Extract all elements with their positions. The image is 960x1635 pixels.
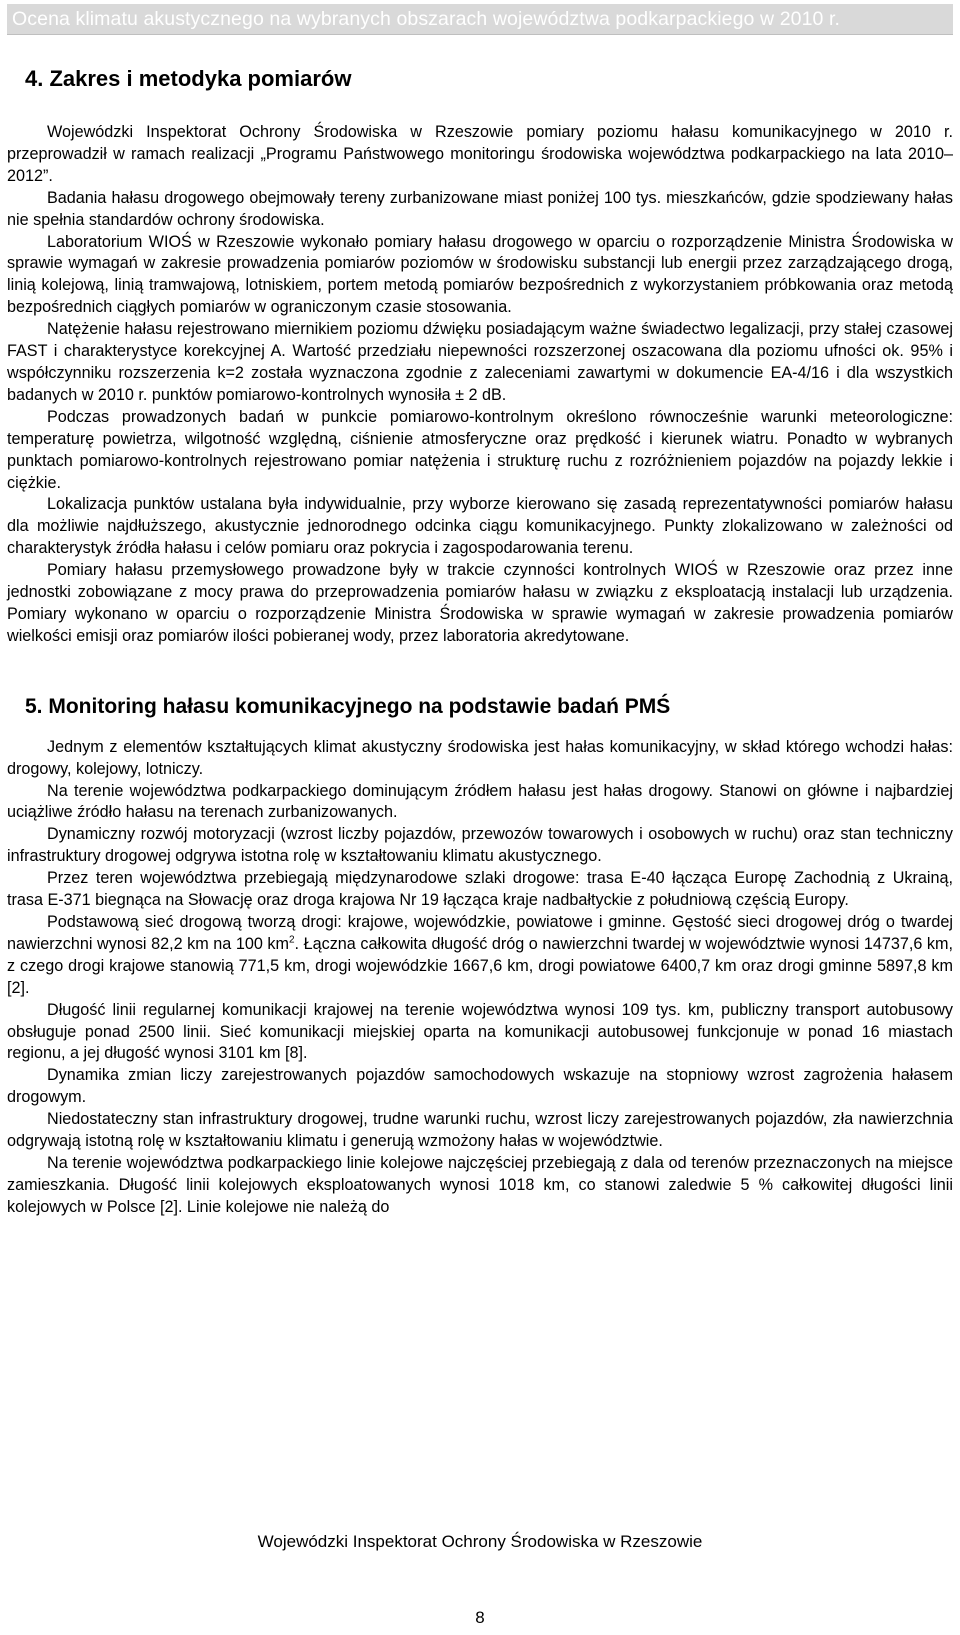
paragraph: Jednym z elementów kształtujących klimat akustyczny środowiska jest hałas komunikacyjny, w skład którego wchodzi hałas: drogowy, kolejowy, lotniczy. [7, 737, 953, 778]
paragraph: Przez teren województwa przebiegają międzynarodowe szlaki drogowe: trasa E-40 łącząca Europę Zachodnią z Ukrainą, trasa E-371 biegnąca na Słowację oraz droga krajowa Nr 19 łącząca kraje nadbałtyckie z południową częścią Europy. [7, 869, 953, 910]
paragraph: Laboratorium WIOŚ w Rzeszowie wykonało pomiary hałasu drogowego w oparciu o rozporządzenie Ministra Środowiska w sprawie wymagań w zakresie prowadzenia pomiarów poziomów w środowisku substancji lub energii przez zarządzającego drogą, linią kolejową, linią tramwajową, lotniskiem, portem metodą pomiarów bezpośrednich z wykorzystaniem próbkowania oraz metodą bezpośrednich ciągłych pomiarów w ograniczonym czasie stosowania. [7, 232, 953, 317]
paragraph: Na terenie województwa podkarpackiego linie kolejowe najczęściej przebiegają z dala od terenów przeznaczonych na miejsce zamieszkania. Długość linii kolejowych eksploatowanych wynosi 1018 km, co stanowi zaledwie 5 % całkowitej długości linii kolejowych w Polsce [2]. Linie kolejowe nie należą do [7, 1153, 953, 1216]
paragraph: Pomiary hałasu przemysłowego prowadzone były w trakcie czynności kontrolnych WIOŚ w Rzeszowie oraz przez inne jednostki zobowiązane z mocy prawa do przeprowadzenia pomiarów hałasu w związku z eksploatacją instalacji lub urządzenia. Pomiary wykonano w oparciu o rozporządzenie Ministra Środowiska w sprawie wymagań w zakresie prowadzenia pomiarów wielkości emisji oraz pomiarów ilości pobieranej wody, przez laboratoria akredytowane. [7, 561, 953, 645]
paragraph-road-density [7, 912, 953, 1000]
page-number: 8 [475, 1608, 485, 1627]
section-5-body [7, 737, 953, 1219]
running-header-title: Ocena klimatu akustycznego na wybranych obszarach województwa podkarpackiego w 2010 r. [12, 8, 841, 30]
density-text-after: . Łączna całkowita długość dróg o nawierzchni twardej w województwie wynosi 14737,6 km, z czego drogi krajowe stanowią 771,5 km, drogi wojewódzkie 1667,6 km, drogi powiatowe 6400,7 km oraz drogi gminne 5897,8 km [2]. [7, 934, 953, 997]
density-text-before: Podstawową sieć drogową tworzą drogi: krajowe, wojewódzkie, powiatowe i gminne. Gęstość sieci drogowej dróg o twardej nawierzchni wynosi 82,2 km na 100 km [7, 913, 953, 953]
section-4-heading: 4. Zakres i metodyka pomiarów [25, 66, 352, 91]
paragraph: Podczas prowadzonych badań w punkcie pomiarowo-kontrolnym określono równocześnie warunki meteorologiczne: temperaturę powietrza, wilgotność względną, ciśnienie atmosferyczne oraz prędkość i kierunek wiatru. Ponadto w wybranych punktach pomiarowo-kontrolnych rejestrowano pomiar natężenia i strukturę ruchu z rozróżnieniem pojazdów na pojazdy lekkie i ciężkie. [7, 407, 953, 492]
document-body [7, 66, 953, 1219]
paragraph: Natężenie hałasu rejestrowano miernikiem poziomu dźwięku posiadającym ważne świadectwo legalizacji, przy stałej czasowej FAST i charakterystyce korekcyjnej A. Wartość przedziału niepewności rozszerzonej oszacowana dla poziomu ufności ok. 95% i współczynniku rozszerzenia k=2 została wyznaczona zgodnie z zaleceniami zawartymi w dokumencie EA-4/16 i dla wszystkich badanych w 2010 r. punktów pomiarowo-kontrolnych wynosiła ± 2 dB. [7, 320, 953, 404]
footer-text: Wojewódzki Inspektorat Ochrony Środowiska w Rzeszowie [257, 1532, 703, 1551]
paragraph: Długość linii regularnej komunikacji krajowej na terenie województwa wynosi 109 tys. km, publiczny transport autobusowy obsługuje ponad 2500 linii. Sieć komunikacji miejskiej oparta na komunikacji autobusowej funkcjonuje w ponad 16 miastach regionu, a jej długość wynosi 3101 km [8]. [7, 1000, 953, 1063]
section-5-heading: 5. Monitoring hałasu komunikacyjnego na podstawie badań PMŚ [25, 694, 671, 718]
paragraph: Lokalizacja punktów ustalana była indywidualnie, przy wyborze kierowano się zasadą reprezentatywności pomiarów hałasu dla możliwie najdłuższego, akustycznie jednorodnego odcinka ciągu komunikacyjnego. Punkty zlokalizowano w zależności od charakterystyk źródła hałasu i celów pomiaru oraz pokrycia i zagospodarowania terenu. [7, 495, 953, 558]
superscript: 2 [288, 934, 295, 946]
paragraph: Na terenie województwa podkarpackiego dominującym źródłem hałasu jest hałas drogowy. Stanowi on główne i najbardziej uciążliwe źródło hałasu na terenach zurbanizowanych. [7, 781, 953, 822]
paragraph: Dynamika zmian liczy zarejestrowanych pojazdów samochodowych wskazuje na stopniowy wzrost zagrożenia hałasem drogowym. [7, 1066, 953, 1107]
paragraph: Dynamiczny rozwój motoryzacji (wzrost liczby pojazdów, przewozów towarowych i osobowych w ruchu) oraz stan techniczny infrastruktury drogowej odgrywa istotna rolę w kształtowaniu klimatu akustycznego. [7, 825, 953, 866]
running-header [7, 4, 953, 35]
section-4-body [7, 122, 953, 648]
paragraph: Badania hałasu drogowego obejmowały tereny zurbanizowane miast poniżej 100 tys. mieszkańców, gdzie spodziewany hałas nie spełnia standardów ochrony środowiska. [7, 188, 953, 229]
paragraph: Wojewódzki Inspektorat Ochrony Środowiska w Rzeszowie pomiary poziomu hałasu komunikacyjnego w 2010 r. przeprowadził w ramach realizacji „Programu Państwowego monitoringu środowiska województwa podkarpackiego na lata 2010–2012”. [7, 123, 953, 185]
paragraph: Niedostateczny stan infrastruktury drogowej, trudne warunki ruchu, wzrost liczy zarejestrowanych pojazdów, zła nawierzchnia odgrywają istotną rolę w kształtowaniu klimatu i generują wzmożony hałas w województwie. [7, 1110, 953, 1151]
